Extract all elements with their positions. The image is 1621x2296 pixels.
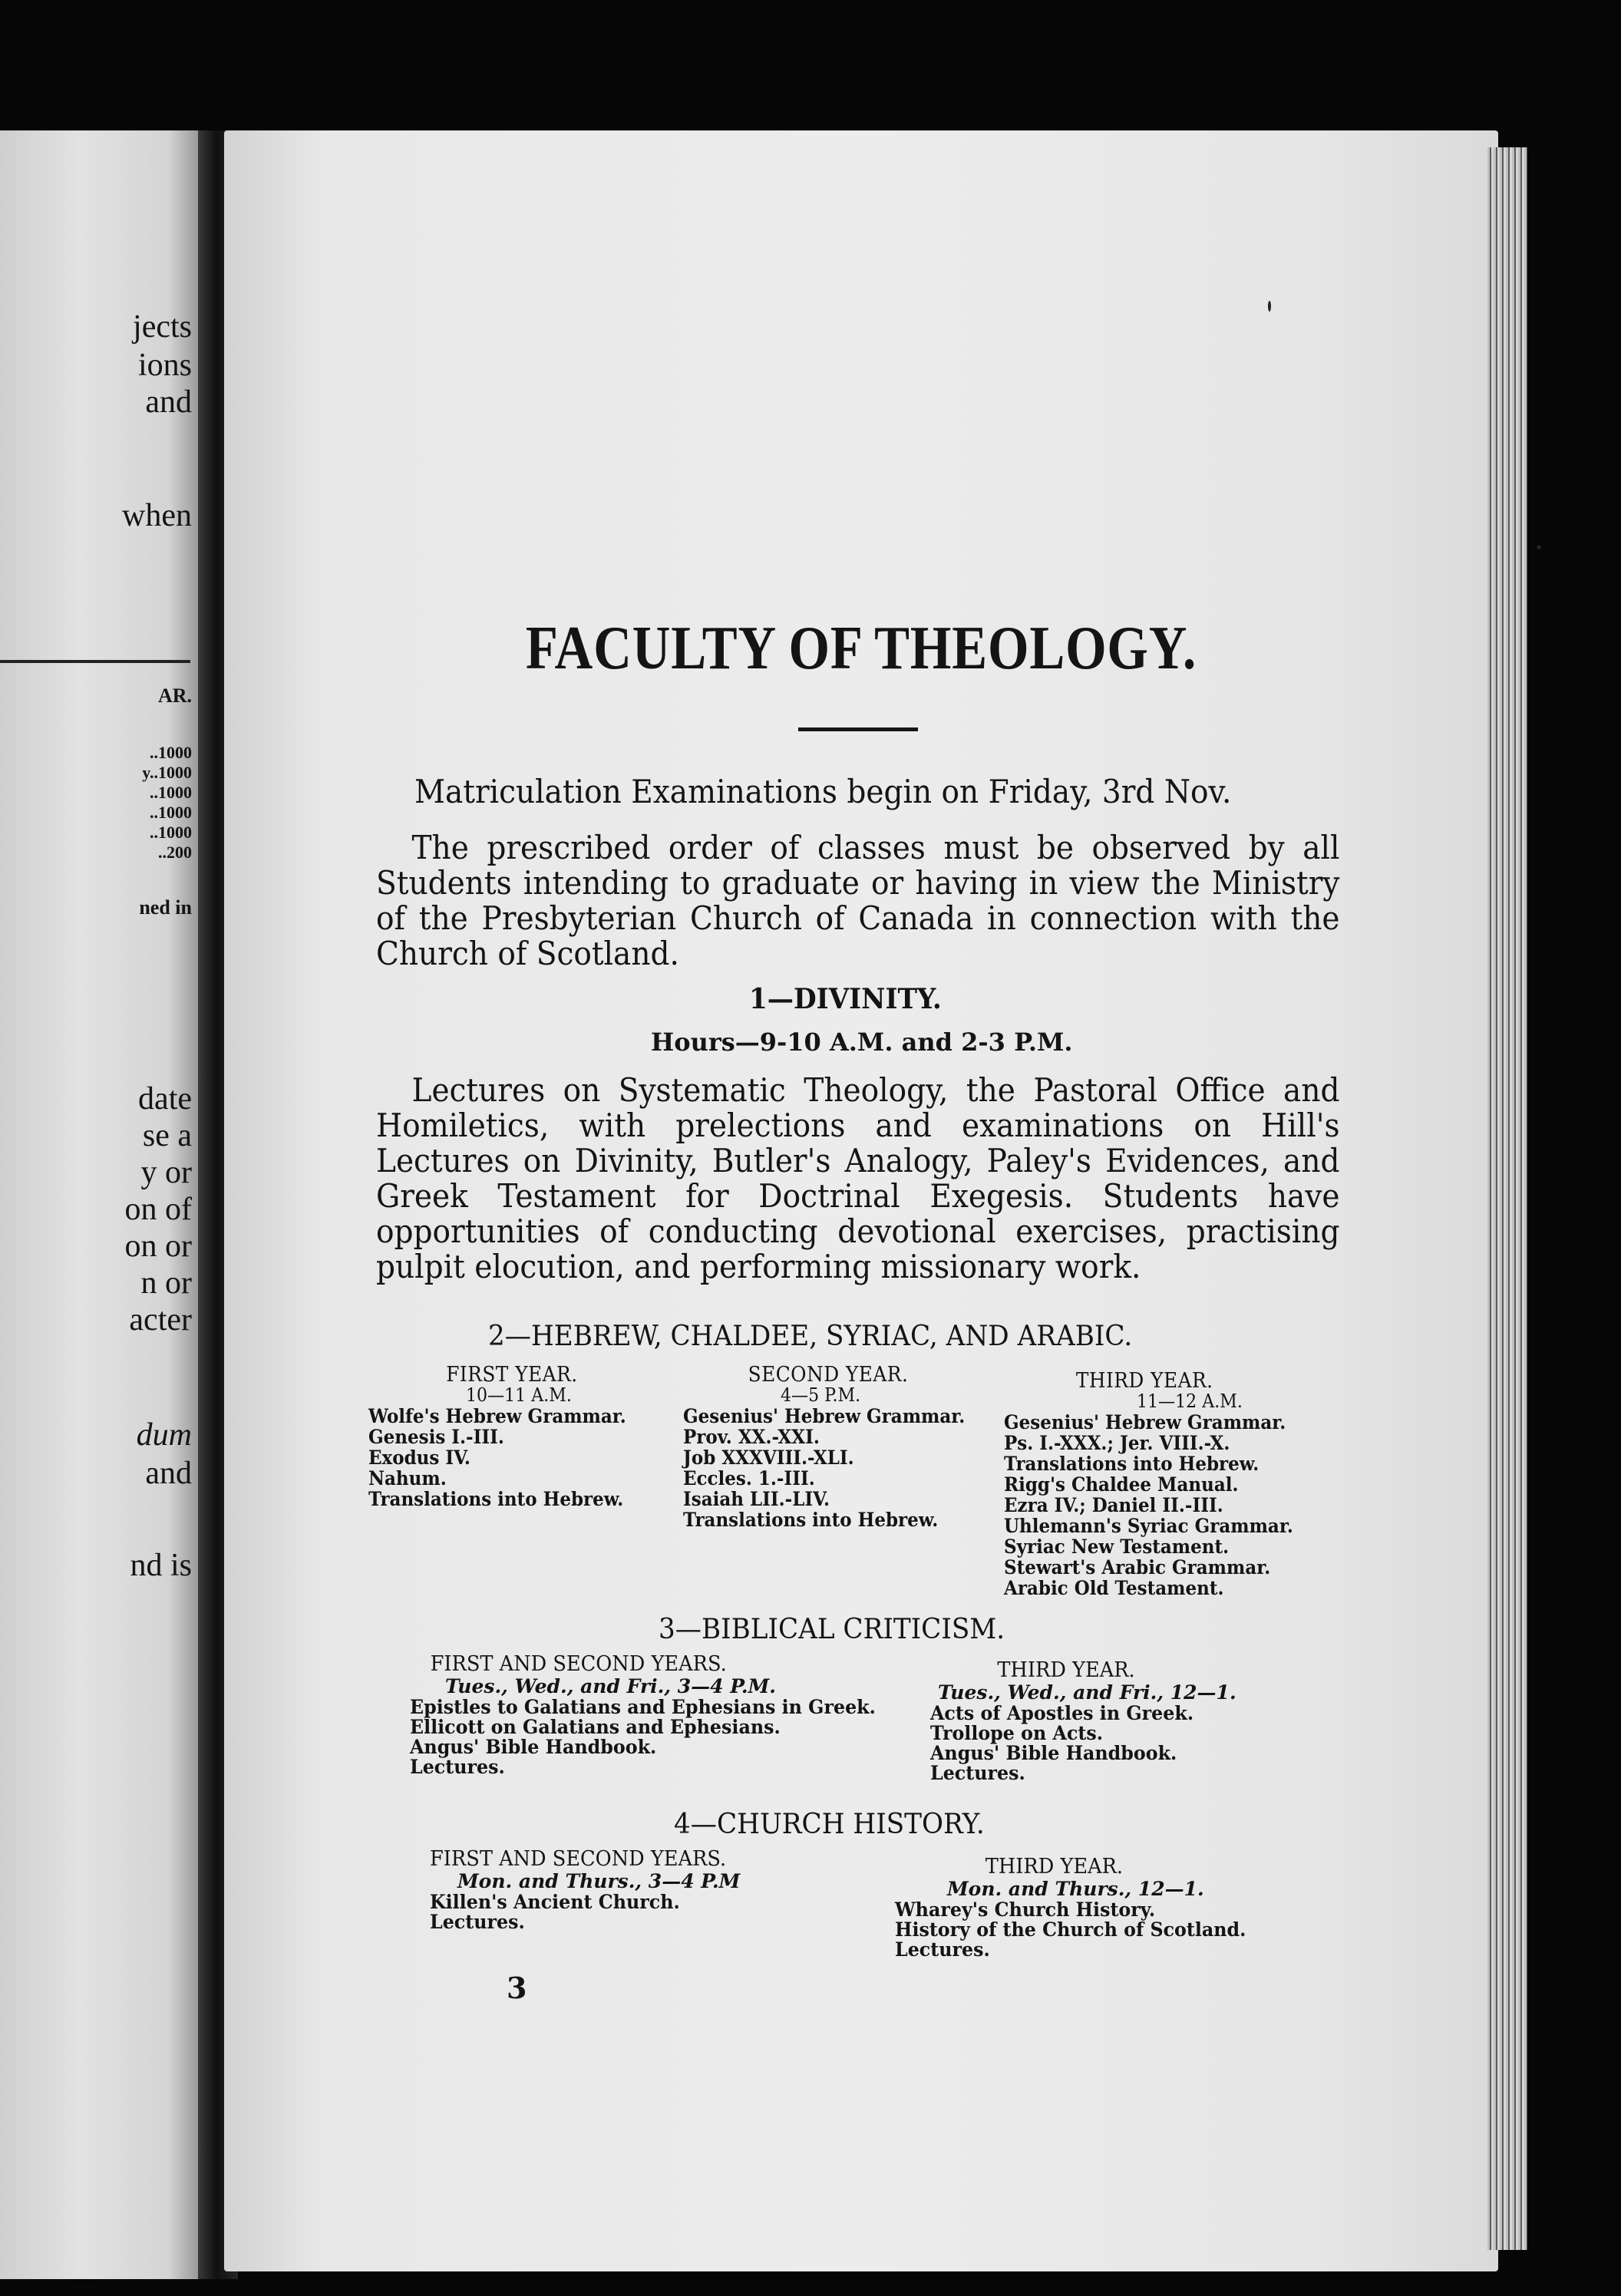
church-third-year-column [895,1856,1265,1960]
divinity-paragraph: Lectures on Systematic Theology, the Pastoral Office and Homiletics, with prelections and examinations on Hill's Lectures on Divinity, Butler's Analogy, Paley's Evidences, and Greek Testament for Doctrinal Exegesis. Students have opportunities of conducting devotional exercises, practising pulpit elocution, and performing missionary work. [376,1071,1340,1285]
list-item: Epistles to Galatians and Ephesians in Greek. [410,1696,876,1718]
list-item: Translations into Hebrew. [1004,1453,1259,1475]
left-fragment: ions [137,348,192,383]
left-table-value: ..1000 [150,743,192,762]
left-fragment: nd is [130,1548,192,1583]
left-fragment: when [122,498,192,533]
list-item: Eccles. 1.-III. [683,1467,815,1489]
list-item: Rigg's Chaldee Manual. [1004,1473,1239,1496]
column-time: 11—12 A.M. [1136,1390,1243,1412]
left-fragment: n or [140,1265,192,1301]
left-table-value: ..1000 [150,823,192,842]
page-title: FACULTY OF THEOLOGY. [525,615,1197,682]
left-table-value: ..200 [158,843,192,862]
left-fragment: dum [136,1417,192,1453]
list-item: Stewart's Arabic Grammar. [1004,1556,1271,1578]
left-table-header: AR. [157,685,192,707]
left-table-note: ned in [139,896,192,919]
column-year: FIRST AND SECOND YEARS. [430,1652,727,1676]
column-year: THIRD YEAR. [1075,1369,1213,1393]
list-item: Acts of Apostles in Greek. [930,1702,1194,1724]
column-time: Mon. and Thurs., 12—1. [947,1878,1204,1900]
left-table-value: y..1000 [142,763,192,782]
list-item: Gesenius' Hebrew Grammar. [683,1405,966,1427]
church-history-heading: 4—CHURCH HISTORY. [674,1809,985,1840]
left-fragment: jects [133,309,192,345]
list-item: Lectures. [930,1762,1025,1784]
title-rule [798,727,918,731]
column-time: Tues., Wed., and Fri., 12—1. [938,1681,1236,1704]
hebrew-second-year-column [683,1364,965,1530]
list-item: Isaiah LII.-LIV. [683,1488,830,1510]
list-item: Translations into Hebrew. [368,1488,624,1510]
left-fragment: and [145,384,192,420]
biblical-third-year-column [930,1659,1236,1783]
biblical-first-second-column [410,1653,900,1777]
list-item: History of the Church of Scotland. [895,1918,1246,1941]
left-fragment: date [138,1081,192,1117]
column-time: Tues., Wed., and Fri., 3—4 P.M. [445,1675,776,1697]
print-speck [1268,301,1271,312]
page-edges [1487,147,1527,2250]
list-item: Genesis I.-III. [368,1426,504,1448]
list-item: Arabic Old Testament. [1004,1577,1224,1599]
divinity-hours: Hours—9-10 A.M. and 2-3 P.M. [651,1028,1073,1057]
list-item: Syriac New Testament. [1004,1536,1230,1558]
left-fragment: acter [129,1302,192,1338]
list-item: Lectures. [410,1756,505,1778]
left-fragment: on of [124,1192,192,1227]
page-number: 3 [507,1971,527,2005]
hebrew-first-year-column [368,1364,626,1509]
list-item: Ezra IV.; Daniel II.-III. [1004,1494,1223,1516]
matriculation-notice: Matriculation Examinations begin on Friday, 3rd Nov. [414,773,1232,810]
column-time: 4—5 P.M. [780,1384,861,1406]
list-item: Nahum. [368,1467,447,1489]
left-fragment: and [145,1456,192,1491]
column-time: Mon. and Thurs., 3—4 P.M [457,1870,741,1892]
column-year: SECOND YEAR. [748,1363,909,1387]
hebrew-heading: 2—HEBREW, CHALDEE, SYRIAC, AND ARABIC. [488,1321,1133,1352]
list-item: Lectures. [430,1911,525,1933]
list-item: Killen's Ancient Church. [430,1891,680,1913]
church-first-second-column [430,1848,742,1932]
divinity-heading: 1—DIVINITY. [749,983,942,1015]
list-item: Exodus IV. [368,1447,470,1469]
list-item: Ps. I.-XXX.; Jer. VIII.-X. [1004,1432,1230,1454]
left-table-value: ..1000 [150,803,192,822]
list-item: Wharey's Church History. [895,1898,1156,1921]
hebrew-third-year-column [1004,1371,1293,1598]
biblical-criticism-heading: 3—BIBLICAL CRITICISM. [659,1614,1005,1645]
list-item: Uhlemann's Syriac Grammar. [1004,1515,1293,1537]
list-item: Translations into Hebrew. [683,1509,939,1531]
list-item: Gesenius' Hebrew Grammar. [1004,1411,1286,1433]
list-item: Prov. XX.-XXI. [683,1426,820,1448]
left-divider [0,660,190,663]
column-year: FIRST AND SECOND YEARS. [430,1847,727,1871]
print-speck [1537,545,1541,549]
column-year: THIRD YEAR. [997,1658,1135,1682]
left-fragment: on or [124,1229,192,1264]
list-item: Lectures. [895,1938,990,1961]
list-item: Angus' Bible Handbook. [930,1742,1177,1764]
left-fragment: se a [142,1118,192,1153]
intro-paragraph: The prescribed order of classes must be observed by all Students intending to graduate or having in view the Ministry of the Presbyterian Church of Canada in connection with the Church of Scotland. [376,829,1340,972]
list-item: Job XXXVIII.-XLI. [683,1447,854,1469]
column-year: FIRST YEAR. [446,1363,578,1387]
left-table-value: ..1000 [150,783,192,802]
column-year: THIRD YEAR. [985,1855,1124,1879]
list-item: Trollope on Acts. [930,1722,1104,1744]
left-fragment: y or [140,1155,192,1190]
previous-page-fragment [0,130,198,2279]
list-item: Ellicott on Galatians and Ephesians. [410,1716,781,1738]
list-item: Wolfe's Hebrew Grammar. [368,1405,626,1427]
list-item: Angus' Bible Handbook. [410,1736,657,1758]
column-time: 10—11 A.M. [465,1384,572,1406]
